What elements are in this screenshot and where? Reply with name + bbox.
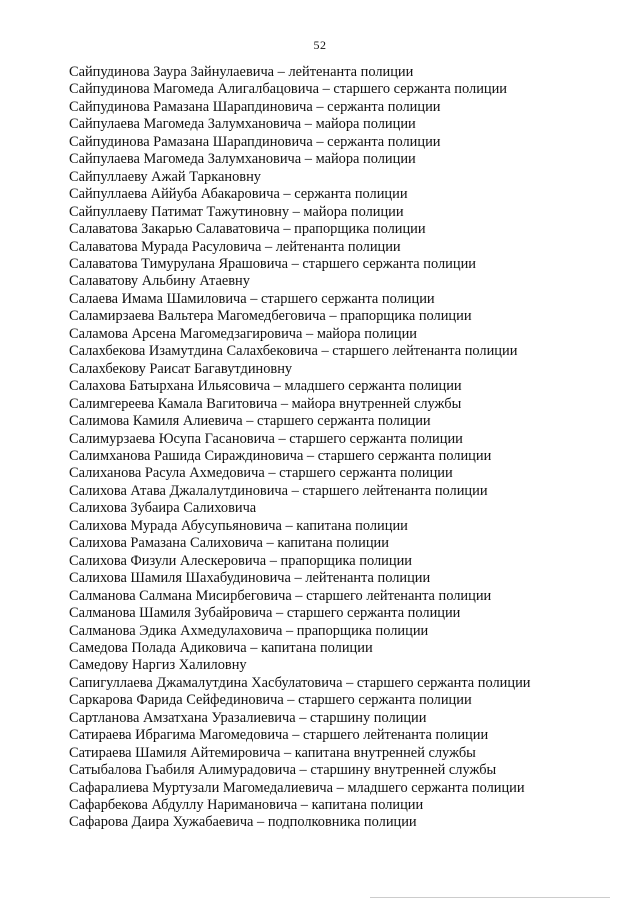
list-item: Саламова Арсена Магомедзагировича – майора полиции [69, 325, 417, 342]
list-item: Сафаралиева Муртузали Магомедалиевича – младшего сержанта полиции [69, 779, 525, 796]
name-list [69, 64, 589, 832]
list-item: Салаева Имама Шамиловича – старшего сержанта полиции [69, 290, 435, 307]
list-item: Сапигуллаева Джамалутдина Хасбулатовича – старшего сержанта полиции [69, 674, 531, 691]
list-item: Салихова Зубаира Салиховича [69, 500, 257, 517]
list-item: Салманова Шамиля Зубайровича – старшего сержанта полиции [69, 605, 461, 622]
list-item: Салаватова Тимурулана Ярашовича – старшего сержанта полиции [69, 255, 476, 272]
list-item: Сайпудинова Заура Зайнулаевича – лейтенанта полиции [69, 64, 414, 80]
list-item: Сайпудинова Рамазана Шарапдиновича – сержанта полиции [69, 98, 441, 115]
list-item: Салимова Камиля Алиевича – старшего сержанта полиции [69, 413, 431, 430]
list-item: Салаватова Мурада Расуловича – лейтенанта полиции [69, 238, 401, 255]
list-item: Самедову Наргиз Халиловну [69, 657, 247, 674]
page-number: 52 [313, 38, 327, 52]
list-item: Салимханова Рашида Сираждиновича – старшего сержанта полиции [69, 447, 492, 464]
list-item: Сайпудинова Рамазана Шарапдиновича – сержанта полиции [69, 133, 441, 150]
list-item: Сафарбекова Абдуллу Наримановича – капитана полиции [69, 797, 424, 814]
list-item: Салаватову Альбину Атаевну [69, 273, 250, 290]
list-item: Сайпуллаеву Патимат Тажутиновну – майора полиции [69, 203, 404, 220]
list-item: Саламирзаева Вальтера Магомедбеговича – прапорщика полиции [69, 308, 472, 325]
scan-artifact-line [370, 897, 610, 898]
list-item: Сайпулаева Магомеда Залумхановича – майора полиции [69, 151, 416, 168]
list-item: Салихова Шамиля Шахабудиновича – лейтенанта полиции [69, 570, 431, 587]
list-item: Сатыбалова Гьабиля Алимурадовича – старшину внутренней службы [69, 762, 497, 779]
list-item: Сайпулаева Магомеда Залумхановича – майора полиции [69, 116, 416, 133]
list-item: Салахова Батырхана Ильясовича – младшего сержанта полиции [69, 378, 462, 395]
list-item: Сайпудинова Магомеда Алигалбацовича – старшего сержанта полиции [69, 81, 507, 98]
list-item: Салихова Физули Алескеровича – прапорщика полиции [69, 552, 412, 569]
list-item: Салимгереева Камала Вагитовича – майора внутренней службы [69, 395, 462, 412]
list-item: Сартланова Амзатхана Уразалиевича – старшину полиции [69, 709, 427, 726]
list-item: Самедова Полада Адиковича – капитана полиции [69, 639, 373, 656]
list-item: Салахбекову Раисат Багавутдиновну [69, 360, 293, 377]
list-item: Салманова Эдика Ахмедулаховича – прапорщика полиции [69, 622, 429, 639]
list-item: Сайпуллаеву Ажай Таркановну [69, 168, 261, 185]
list-item: Салманова Салмана Мисирбеговича – старшего лейтенанта полиции [69, 587, 492, 604]
list-item: Сайпуллаева Аййуба Абакаровича – сержанта полиции [69, 186, 408, 203]
list-item: Салихова Мурада Абусупьяновича – капитана полиции [69, 517, 408, 534]
list-item: Салихова Атава Джалалутдиновича – старшего лейтенанта полиции [69, 482, 488, 499]
list-item: Сафарова Даира Хужабаевича – подполковника полиции [69, 814, 417, 831]
list-item: Салиханова Расула Ахмедовича – старшего сержанта полиции [69, 465, 453, 482]
list-item: Салихова Рамазана Салиховича – капитана полиции [69, 535, 389, 552]
list-item: Салимурзаева Юсупа Гасановича – старшего сержанта полиции [69, 430, 463, 447]
list-item: Сатираева Ибрагима Магомедовича – старшего лейтенанта полиции [69, 727, 489, 744]
list-item: Салахбекова Изамутдина Салахбековича – старшего лейтенанта полиции [69, 343, 518, 360]
list-item: Салаватова Закарью Салаватовича – прапорщика полиции [69, 221, 426, 238]
list-item: Сатираева Шамиля Айтемировича – капитана внутренней службы [69, 744, 476, 761]
list-item: Саркарова Фарида Сейфединовича – старшего сержанта полиции [69, 692, 472, 709]
